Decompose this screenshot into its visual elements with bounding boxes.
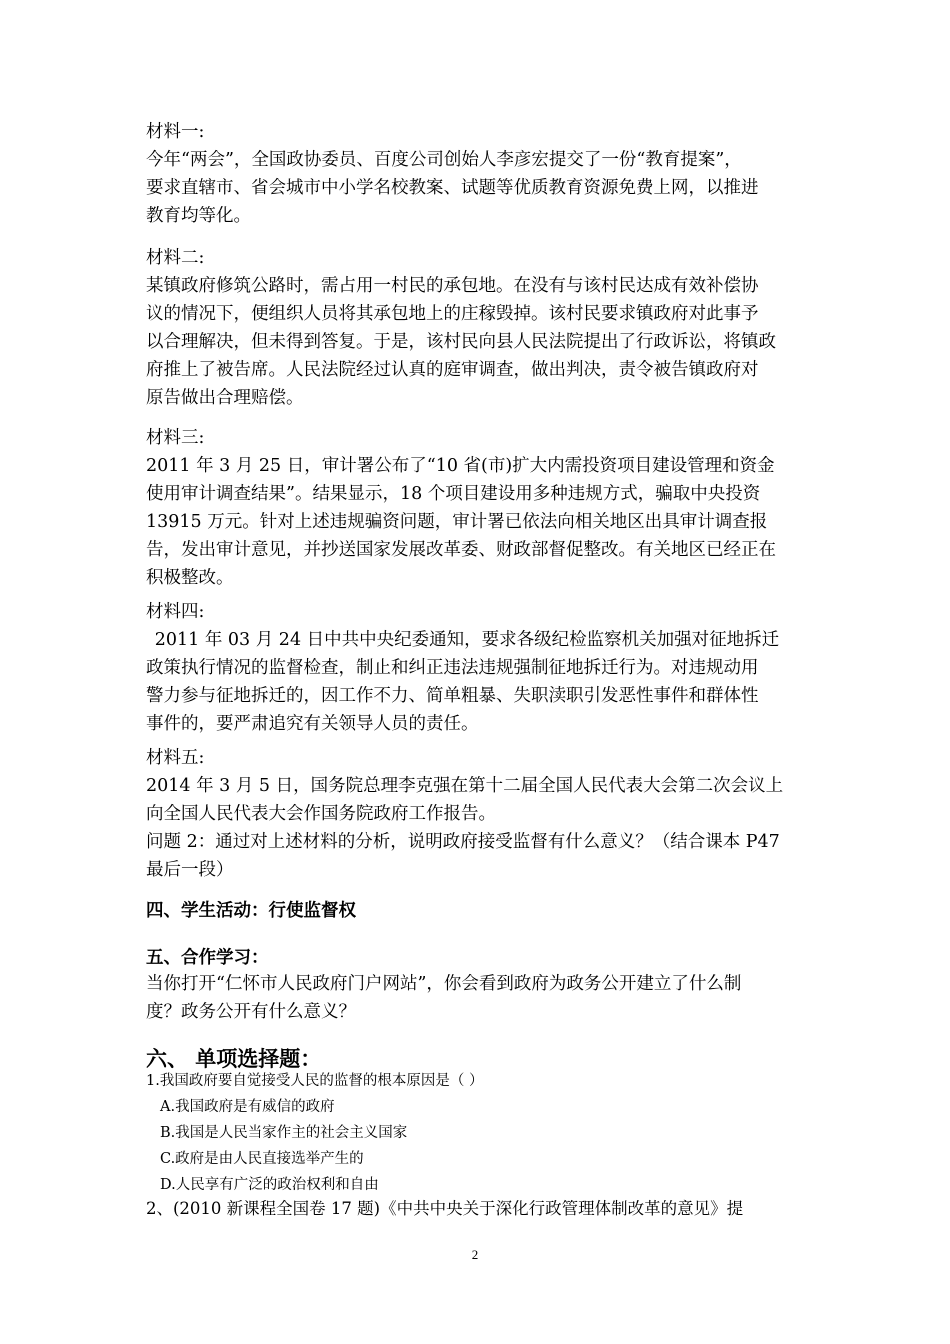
- question-1-option-d: D.人民享有广泛的政治权利和自由: [160, 1177, 379, 1193]
- section-5-line: 当你打开“仁怀市人民政府门户网站”，你会看到政府为政务公开建立了什么制: [146, 974, 742, 994]
- material-title: 材料三:: [146, 428, 205, 448]
- section-6-heading: 六、 单项选择题：: [146, 1047, 322, 1071]
- material-line: 警力参与征地拆迁的，因工作不力、简单粗暴、失职渎职引发恶性事件和群体性: [146, 686, 759, 706]
- section-5-heading: 五、合作学习：: [146, 948, 269, 968]
- material-line: 政策执行情况的监督检查，制止和纠正违法违规强制征地拆迁行为。对违规动用: [146, 658, 759, 678]
- material-title: 材料五:: [146, 748, 205, 768]
- material-line: 13915 万元。针对上述违规骗资问题，审计署已依法向相关地区出具审计调查报: [146, 512, 768, 532]
- material-line: 告，发出审计意见，并抄送国家发展改革委、财政部督促整改。有关地区已经正在: [146, 540, 776, 560]
- section-5-body: [146, 970, 806, 1026]
- material-title: 材料四:: [146, 602, 205, 622]
- material-line: 以合理解决，但未得到答复。于是，该村民向县人民法院提出了行政诉讼，将镇政: [146, 332, 776, 352]
- question-2-line: 问题 2：通过对上述材料的分析，说明政府接受监督有什么意义？（结合课本 P47: [146, 832, 780, 852]
- material-line: 2011 年 03 月 24 日中共中央纪委通知，要求各级纪检监察机关加强对征地拆迁: [154, 630, 780, 650]
- material-4: [146, 598, 806, 738]
- material-line: 要求直辖市、省会城市中小学名校教案、试题等优质教育资源免费上网，以推进: [146, 178, 759, 198]
- question-1: [146, 1068, 811, 1198]
- material-line: 教育均等化。: [146, 206, 251, 226]
- material-3: [146, 424, 806, 592]
- material-line: 积极整改。: [146, 568, 234, 588]
- material-line: 原告做出合理赔偿。: [146, 388, 304, 408]
- page-number: 2: [471, 1247, 479, 1262]
- question-1-option-c: C.政府是由人民直接选举产生的: [160, 1151, 364, 1167]
- question-1-stem: 1.我国政府要自觉接受人民的监督的根本原因是（ ）: [146, 1073, 484, 1089]
- material-title: 材料一:: [146, 122, 205, 142]
- question-2-line: 最后一段）: [146, 860, 234, 880]
- material-line: 使用审计调查结果”。结果显示，18 个项目建设用多种违规方式，骗取中央投资: [146, 484, 761, 504]
- material-line: 府推上了被告席。人民法院经过认真的庭审调查，做出判决，责令被告镇政府对: [146, 360, 759, 380]
- question-1-option-a: A.我国政府是有威信的政府: [160, 1099, 335, 1115]
- section-5-line: 度？政务公开有什么意义？: [146, 1002, 356, 1022]
- material-title: 材料二:: [146, 248, 205, 268]
- question-1-option-b: B.我国是人民当家作主的社会主义国家: [160, 1125, 408, 1141]
- material-line: 今年“两会”，全国政协委员、百度公司创始人李彦宏提交了一份“教育提案”，: [146, 150, 742, 170]
- question-2-stem: 2、(2010 新课程全国卷 17 题)《中共中央关于深化行政管理体制改革的意见》提: [146, 1199, 744, 1218]
- material-line: 2014 年 3 月 5 日，国务院总理李克强在第十二届全国人民代表大会第二次会议上: [146, 776, 784, 796]
- material-line: 2011 年 3 月 25 日，审计署公布了“10 省(市)扩大内需投资项目建设管理和资金: [146, 456, 775, 476]
- material-2: [146, 244, 806, 412]
- material-line: 事件的，要严肃追究有关领导人员的责任。: [146, 714, 479, 734]
- material-5: [146, 744, 806, 884]
- material-line: 某镇政府修筑公路时，需占用一村民的承包地。在没有与该村民达成有效补偿协: [146, 276, 759, 296]
- material-line: 向全国人民代表大会作国务院政府工作报告。: [146, 804, 496, 824]
- material-line: 议的情况下，便组织人员将其承包地上的庄稼毁掉。该村民要求镇政府对此事予: [146, 304, 759, 324]
- section-4-heading: 四、学生活动：行使监督权: [146, 901, 356, 921]
- material-1: [146, 118, 806, 230]
